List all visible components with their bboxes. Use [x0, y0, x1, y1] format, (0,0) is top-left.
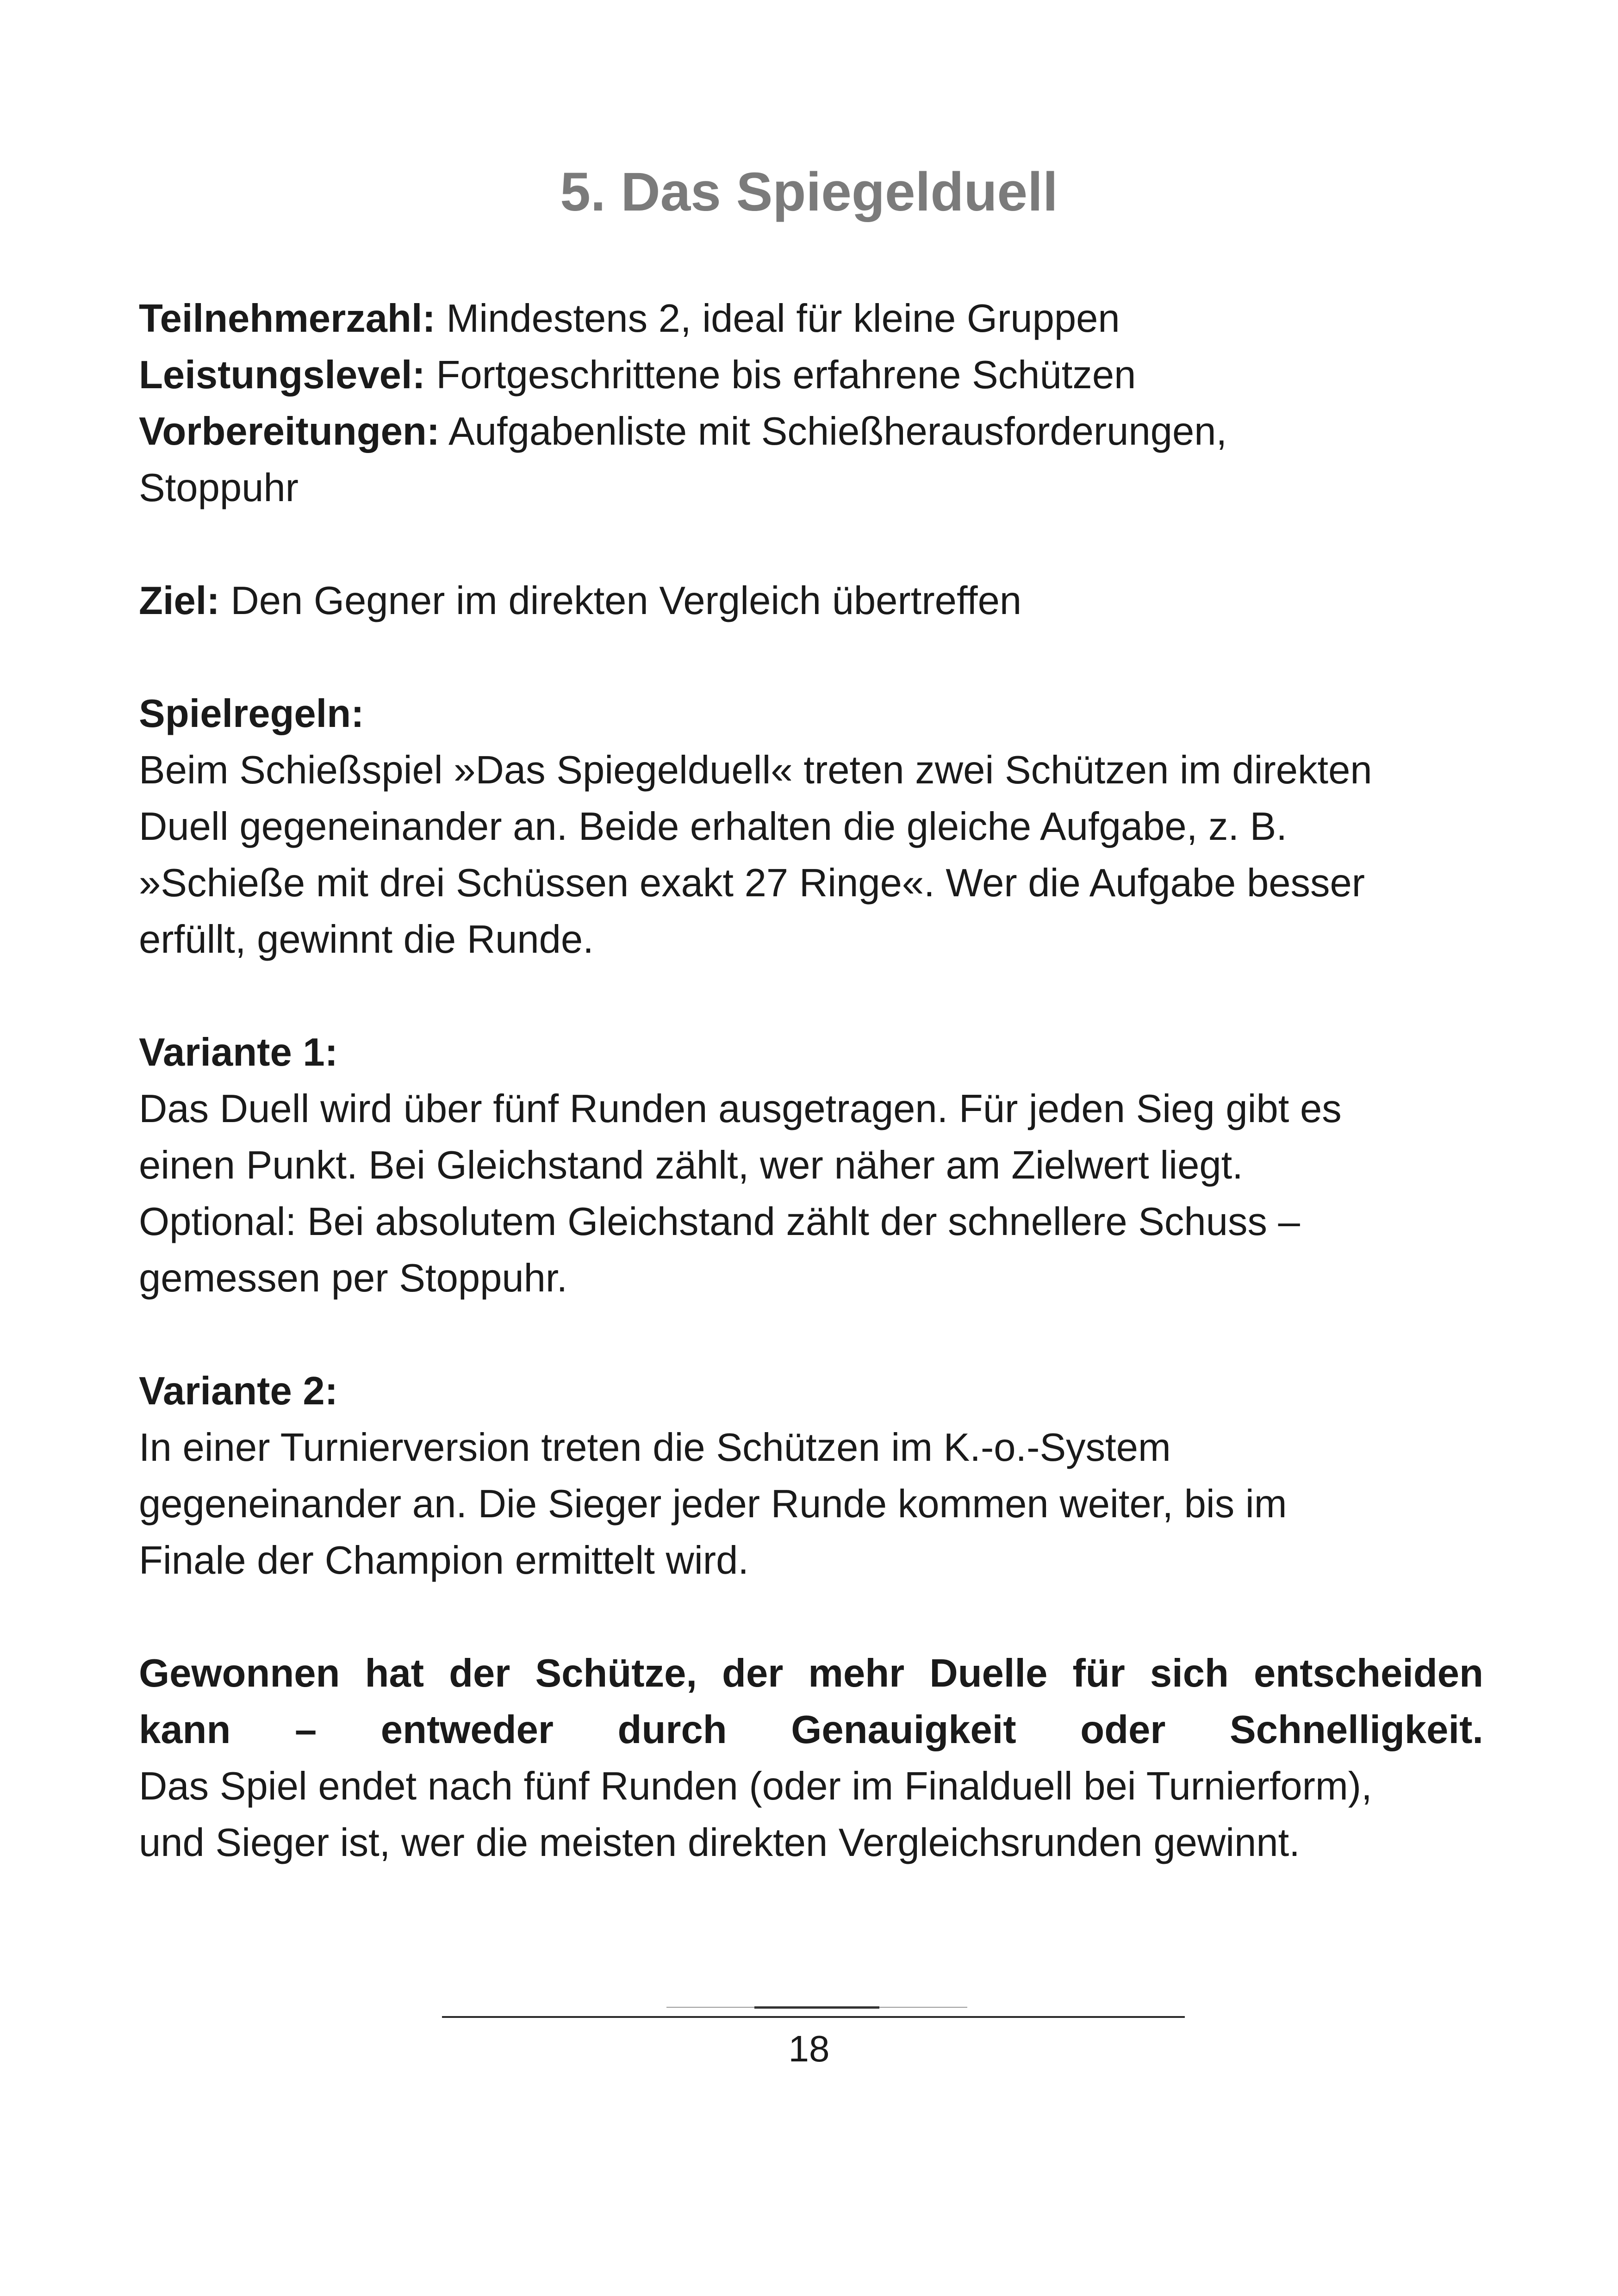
variant2-line: gegeneinander an. Die Sieger jeder Runde kommen weiter, bis im: [139, 1482, 1287, 1526]
rules-heading: Spielregeln:: [139, 692, 364, 736]
prep-line: [139, 403, 1483, 460]
participants-value: Mindestens 2, ideal für kleine Gruppen: [435, 297, 1120, 341]
page-title: 5. Das Spiegelduell: [560, 161, 1058, 223]
footer-rule: [442, 2016, 1185, 2018]
rules-line: erfüllt, gewinnt die Runde.: [139, 918, 594, 962]
spacer: [139, 968, 1483, 1024]
goal-label: Ziel:: [139, 579, 220, 623]
level-value: Fortgeschrittene bis erfahrene Schützen: [425, 353, 1136, 397]
footer-rule-accent: [754, 2006, 879, 2009]
spacer: [139, 516, 1483, 573]
goal-value: Den Gegner im direkten Vergleich übertreffen: [219, 579, 1022, 623]
winner-line: und Sieger ist, wer die meisten direkten Vergleichsrunden gewinnt.: [139, 1821, 1300, 1865]
variant1-line: gemessen per Stoppuhr.: [139, 1256, 568, 1300]
winner-line: Das Spiel endet nach fünf Runden (oder im Finalduell bei Turnierform),: [139, 1764, 1372, 1808]
prep-value: Aufgabenliste mit Schießherausforderungen,: [440, 410, 1227, 453]
variant1-line: Optional: Bei absolutem Gleichstand zählt der schnellere Schuss –: [139, 1200, 1300, 1244]
level-line: [139, 347, 1483, 403]
page-content: [139, 291, 1483, 1871]
spacer: [139, 1307, 1483, 1363]
rules-line: Beim Schießspiel »Das Spiegelduell« treten zwei Schützen im direkten: [139, 748, 1372, 792]
winner-bold-line: kann – entweder durch Genauigkeit oder Schnelligkeit.: [139, 1708, 1483, 1752]
participants-label: Teilnehmerzahl:: [139, 297, 436, 341]
winner-bold-line: Gewonnen hat der Schütze, der mehr Duelle für sich entscheiden: [139, 1651, 1483, 1695]
variant2-line: Finale der Champion ermittelt wird.: [139, 1539, 749, 1582]
variant1-line: Das Duell wird über fünf Runden ausgetragen. Für jeden Sieg gibt es: [139, 1087, 1342, 1131]
spacer: [139, 1589, 1483, 1645]
variant2-line: In einer Turnierversion treten die Schützen im K.-o.-System: [139, 1426, 1171, 1470]
level-label: Leistungslevel:: [139, 353, 425, 397]
rules-line: Duell gegeneinander an. Beide erhalten die gleiche Aufgabe, z. B.: [139, 805, 1287, 849]
variant2-heading: Variante 2:: [139, 1369, 338, 1413]
prep-line-continued: Stoppuhr: [139, 466, 299, 510]
variant1-heading: Variante 1:: [139, 1030, 338, 1074]
goal-line: [139, 573, 1483, 629]
spacer: [139, 629, 1483, 686]
page-number: 18: [788, 2028, 830, 2069]
prep-label: Vorbereitungen:: [139, 410, 440, 453]
participants-line: [139, 291, 1483, 347]
variant1-line: einen Punkt. Bei Gleichstand zählt, wer näher am Zielwert liegt.: [139, 1143, 1243, 1187]
rules-line: »Schieße mit drei Schüssen exakt 27 Ringe«. Wer die Aufgabe besser: [139, 861, 1365, 905]
